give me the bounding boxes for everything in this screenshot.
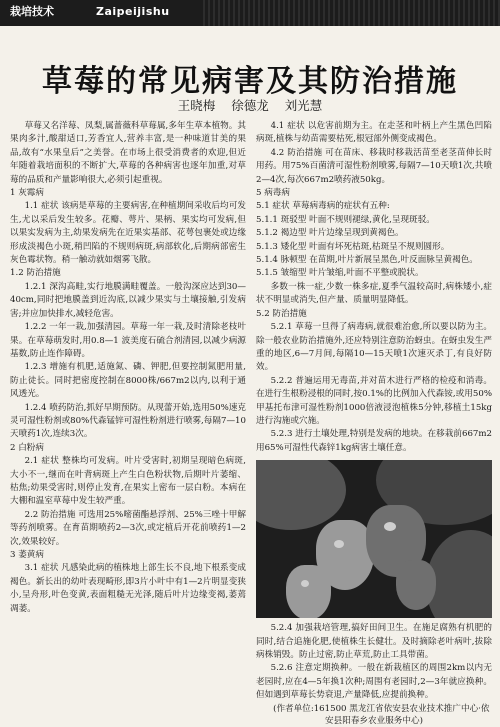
author-name: 王晓梅 — [177, 98, 216, 113]
paragraph: 4.2 防治措施 可在苗床、移栽时移栽活苗至老茎苗伸长时用药。用75%百菌清可湿性粉剂喷雾,每隔7—10天喷1次,共喷2—4次,每次667m2喷药液50kg。 — [256, 147, 492, 185]
section-heading: 1.2 防治措施 — [10, 268, 61, 279]
section-heading: 5.1.5 皱缩型 叶片皱缩,叶面不平整或脱状。 — [256, 268, 424, 279]
section-heading: 5.1 症状 草莓病毒病的症状有五种: — [256, 201, 390, 212]
paragraph: 2.1 症状 整株均可发病。叶片受害时,初期呈现暗色病斑,大小不一,继而在叶背病斑上产生白色粉状物,后期叶片萎缩、枯焦;幼果受害时,则停止发育,在果实上密布一层白粉。本病在大棚和温室草莓中发生较严重。 — [10, 456, 246, 507]
author-affiliation: (作者单位:161500 黑龙江省依安县农业技术推广中心·依安县阳春乡农业服务中心) — [273, 703, 490, 726]
paragraph: 1.2.2 一年一栽,加强清园。草莓一年一栽,及时清除老枝叶果。在草莓萌发时,用0.8—1 波美度石硫合剂清园,以减少病源基数,防止连作障碍。 — [10, 322, 246, 359]
section-heading: 5.1.2 褐边型 叶片边缘呈现到黄褐色。 — [256, 228, 404, 239]
paragraph: 5.2.1 草莓一旦得了病毒病,就很难治愈,所以要以防为主。除一般农业防治措施外,还应特别注意防治蚜虫。在蚜虫发生严重的地区,6—7月间,每隔10—15天喷1次速灭杀丁,有良好防效。 — [256, 322, 492, 373]
paragraph: 多数一株一症,少数一株多症,夏季气温较高时,病株矮小,症状不明显或消失,但产量、质量明显降低。 — [256, 281, 492, 306]
section-pinyin: Zaipeijishu — [96, 5, 170, 18]
section-heading: 5.1.1 斑驳型 叶面不规则褪绿,黄化,呈现斑驳。 — [256, 214, 435, 225]
paragraph: 3.1 症状 凡感染此病的植株地上部生长不良,地下根系变成褐色。新长出的幼叶表现畸形,即3片小叶中有1—2片明显变狭小,呈舟形,叶色变黄,表面粗糙无光泽,随后叶片边缘变褐,萎蔫凋萎。 — [10, 563, 246, 614]
article-authors — [0, 96, 500, 114]
section-heading: 5.2 防治措施 — [256, 308, 307, 319]
paragraph: 2.2 防治措施 可选用25%嘧菌酯悬浮剂、25%三唑十甲解等药剂喷雾。在育苗期喷药2—3次,或定植后开花前喷药1—2次,效果较好。 — [10, 509, 246, 547]
right-column — [256, 120, 492, 727]
strawberry-photo — [256, 460, 492, 618]
paragraph: 5.2.2 普遍运用无毒苗,并对苗木进行严格的检疫和消毒。在进行生根粉浸根的同时,按0.1%的比例加入代森铵,或用50%甲基托布津可湿性粉剂1000倍液浸泡植株5分钟,移植土15kg进行沟施或穴施。 — [256, 375, 492, 426]
paragraph: 1.2.1 深沟高畦,实行地膜满畦覆盖。一般沟深应达到30—40cm,同时把地膜盖到近沟底,以减少果实与土壤接触,引发病害;并应加快排水,减轻危害。 — [10, 281, 246, 319]
header-pattern — [200, 0, 500, 26]
paragraph: 草莓又名洋莓、凤梨,属蔷薇科草莓属,多年生草本植物。其果肉多汁,酸甜适口,芳香宜人,营养丰富,是一种味道甘美的果品,故有“水果皇后”之美誉。在市场上很受消费者的欢迎,但近年随着栽培面积的不断扩大,草莓的各种病害也逐年加重,对草莓的品质和产量影响很大,必须引起重视。 — [10, 121, 246, 185]
paragraph: 5.2.6 注意定期换种。一般在新栽植区的周围2km以内无老园时,应在4—5年换1次种;周围有老园时,2—3年就应换种。但如遇到草莓长势衰退,产量降低,应提前换种。 — [256, 663, 492, 701]
author-name: 徐德龙 — [231, 98, 269, 113]
paragraph: 1.1 症状 该病是草莓的主要病害,在种植期间采收后均可发生,尤以采后发生较多。花瓣、萼片、果柄、果实均可发病,但以果实发病为主,幼果发病先在近果实基部、花萼包裹处或边缘形成淡褐色小斑,稍凹陷的不规则病斑,病部软化,后期病部密生灰色霉状物。稍一触动就如烟雾飞散。 — [10, 201, 246, 266]
section-heading: 2 白粉病 — [10, 442, 44, 453]
paragraph: 4.1 症状 以危害前期为主。在走茎和叶柄上产生黑色凹陷病斑,植株与幼苗需要枯死,根冠部外侧变成褐色。 — [256, 121, 492, 145]
section-label: 栽培技术 — [10, 5, 54, 18]
paragraph: 1.2.3 增施有机肥,适施氮、磷、钾肥,但要控制氮肥用量,防止徒长。同时把密度控制在8000株/667m2以内,以利于通风透光。 — [10, 362, 246, 400]
section-heading: 3 萎黄病 — [10, 550, 44, 560]
section-header — [0, 0, 500, 26]
section-heading: 1 灰霉病 — [10, 188, 44, 199]
section-heading: 5 病毒病 — [256, 188, 290, 199]
paragraph: 5.2.3 进行土壤处理,特别是发病的地块。在移栽前667m2用65%可湿性代森锌1kg病害土壤任意。 — [256, 429, 492, 453]
paragraph: 1.2.4 喷药防治,抓好早期预防。从现蕾开始,选用50%速克灵可湿性粉剂或80%代森锰锌可湿性粉剂进行喷雾,每隔7—10天喷药1次,连续3次。 — [10, 402, 246, 440]
article-title: 草莓的常见病害及其防治措施 — [42, 64, 458, 99]
left-column — [10, 120, 246, 616]
section-heading: 5.1.3 矮化型 叶面有坏死枯斑,枯斑呈不规则圆形。 — [256, 241, 450, 252]
paragraph: 5.2.4 加强栽培管理,搞好田间卫生。在施足腐熟有机肥的同时,结合追施化肥,使植株生长健壮。及时摘除老叶病叶,拔除病株销毁。防止过密,防止草荒,防止工具带菌。 — [256, 623, 492, 660]
section-heading: 5.1.4 脉顿型 在苗期,叶片新展呈黑色,叶反面脉呈黄褐色。 — [256, 255, 478, 266]
author-name: 刘光慧 — [284, 98, 323, 113]
